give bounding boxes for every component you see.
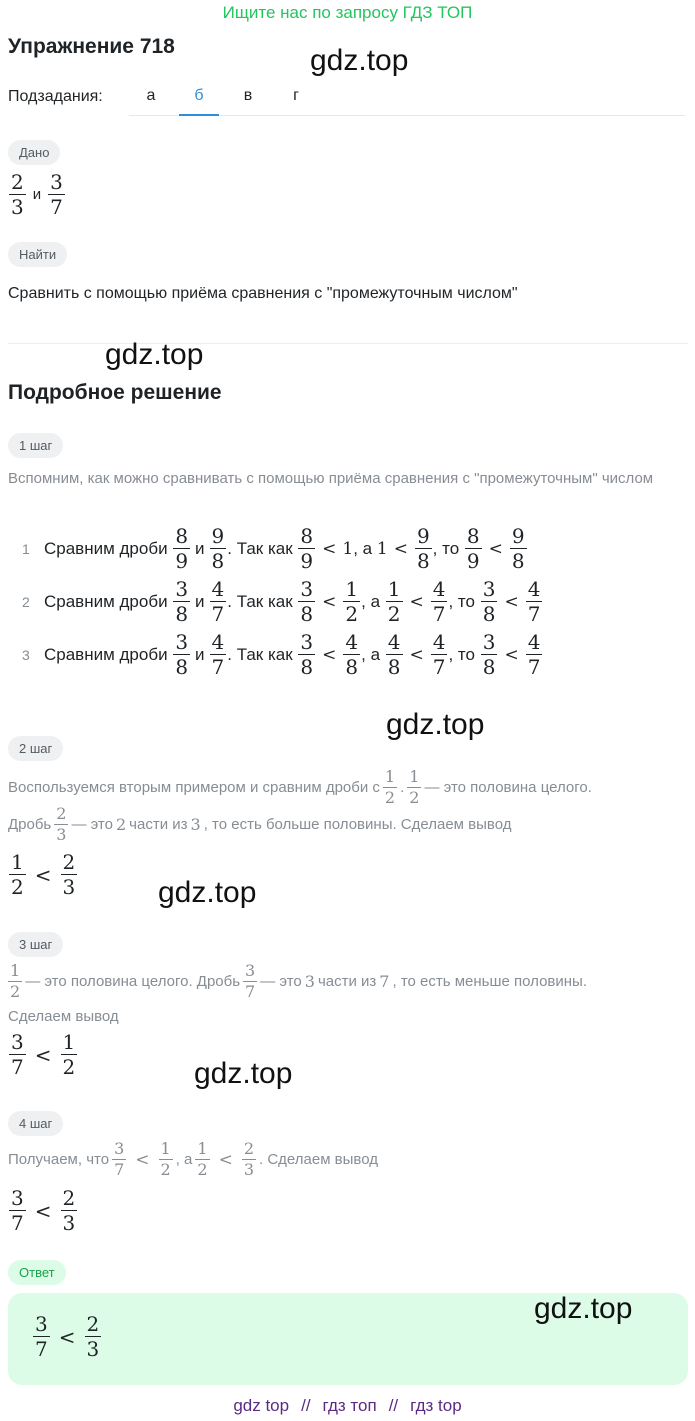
step-result: $\frac{1}{2}$ < $\frac{2}{3}$ xyxy=(11,850,76,899)
footer-separator: // xyxy=(388,1396,399,1415)
tab-a[interactable]: а xyxy=(146,87,156,104)
watermark: gdz.top xyxy=(158,876,257,909)
footer-link[interactable]: гдз топ xyxy=(322,1396,377,1415)
watermark: gdz.top xyxy=(310,44,409,77)
watermark: gdz.top xyxy=(194,1057,293,1090)
step-badge: 3 шаг xyxy=(8,932,63,957)
tab-g[interactable]: г xyxy=(293,87,299,104)
step-text: Дробь $\frac{2}{3}$ — это 2 части из 3 , то есть больше половины. Сделаем вывод xyxy=(8,804,512,844)
subtask-tabs xyxy=(129,82,685,116)
comparison-row: 3 Сравним дроби $\frac{3}{8}$ и $\frac{4}{7}$ . Так как $\frac{3}{8}$ < $\frac{4}{8}$ , а $\frac{4}{8}$ < $\frac{4}{7}$ , то $\frac{3}{8}$ < $\frac{4}{7}$ xyxy=(22,630,541,679)
step-badge: 4 шаг xyxy=(8,1111,63,1136)
fraction: $\frac{3}{7}$ xyxy=(50,170,63,219)
comparison-row: 2 Сравним дроби $\frac{3}{8}$ и $\frac{4}{7}$ . Так как $\frac{3}{8}$ < $\frac{1}{2}$ , а $\frac{1}{2}$ < $\frac{4}{7}$ , то $\frac{3}{8}$ < $\frac{4}{7}$ xyxy=(22,577,541,626)
footer-link[interactable]: gdz top xyxy=(233,1396,290,1415)
watermark: gdz.top xyxy=(105,338,204,371)
conjunction: и xyxy=(32,186,42,203)
comparison-row: 1 Сравним дроби $\frac{8}{9}$ и $\frac{9}{8}$ . Так как $\frac{8}{9}$ < 1 , а 1 < $\frac{9}{8}$ , то $\frac{8}{9}$ < $\frac{9}{8}$ xyxy=(22,524,525,573)
step-text: Вспомним, как можно сравнивать с помощью приёма сравнения с "промежуточным" числом xyxy=(8,470,654,487)
page-title: Упражнение 718 xyxy=(8,35,175,58)
find-text: Сравнить с помощью приёма сравнения с "промежуточным числом" xyxy=(8,285,518,302)
footer-separator: // xyxy=(301,1396,311,1415)
step-text: Сделаем вывод xyxy=(8,1008,119,1025)
step-result: $\frac{3}{7}$ < $\frac{1}{2}$ xyxy=(11,1030,76,1079)
fraction: $\frac{2}{3}$ xyxy=(11,170,24,219)
given-badge: Дано xyxy=(8,140,60,165)
answer-result: $\frac{3}{7}$ < $\frac{2}{3}$ xyxy=(35,1312,100,1361)
section-title: Подробное решение xyxy=(8,381,222,404)
top-banner: Ищите нас по запросу ГДЗ ТОП xyxy=(222,3,473,22)
step-text: $\frac{1}{2}$ — это половина целого. Дробь $\frac{3}{7}$ — это 3 части из 7 , то есть меньше половины. xyxy=(10,961,588,1001)
watermark: gdz.top xyxy=(534,1292,633,1325)
given-expression xyxy=(8,172,66,217)
step-text: Воспользуемся вторым примером и сравним дроби с $\frac{1}{2}$ . $\frac{1}{2}$ — это половина целого. xyxy=(8,767,592,807)
footer-links xyxy=(0,1396,695,1416)
footer-link[interactable]: гдз top xyxy=(410,1396,462,1415)
find-badge: Найти xyxy=(8,242,67,267)
subtasks-label: Подзадания: xyxy=(8,88,103,105)
step-badge: 1 шаг xyxy=(8,433,63,458)
tab-b[interactable]: б xyxy=(179,82,219,116)
answer-badge: Ответ xyxy=(8,1260,66,1285)
step-badge: 2 шаг xyxy=(8,736,63,761)
step-result: $\frac{3}{7}$ < $\frac{2}{3}$ xyxy=(11,1186,76,1235)
step-text: Получаем, что $\frac{3}{7}$ < $\frac{1}{2}$ , а $\frac{1}{2}$ < $\frac{2}{3}$ . Сделаем вывод xyxy=(8,1139,378,1179)
watermark: gdz.top xyxy=(386,708,485,741)
tab-v[interactable]: в xyxy=(243,87,253,104)
